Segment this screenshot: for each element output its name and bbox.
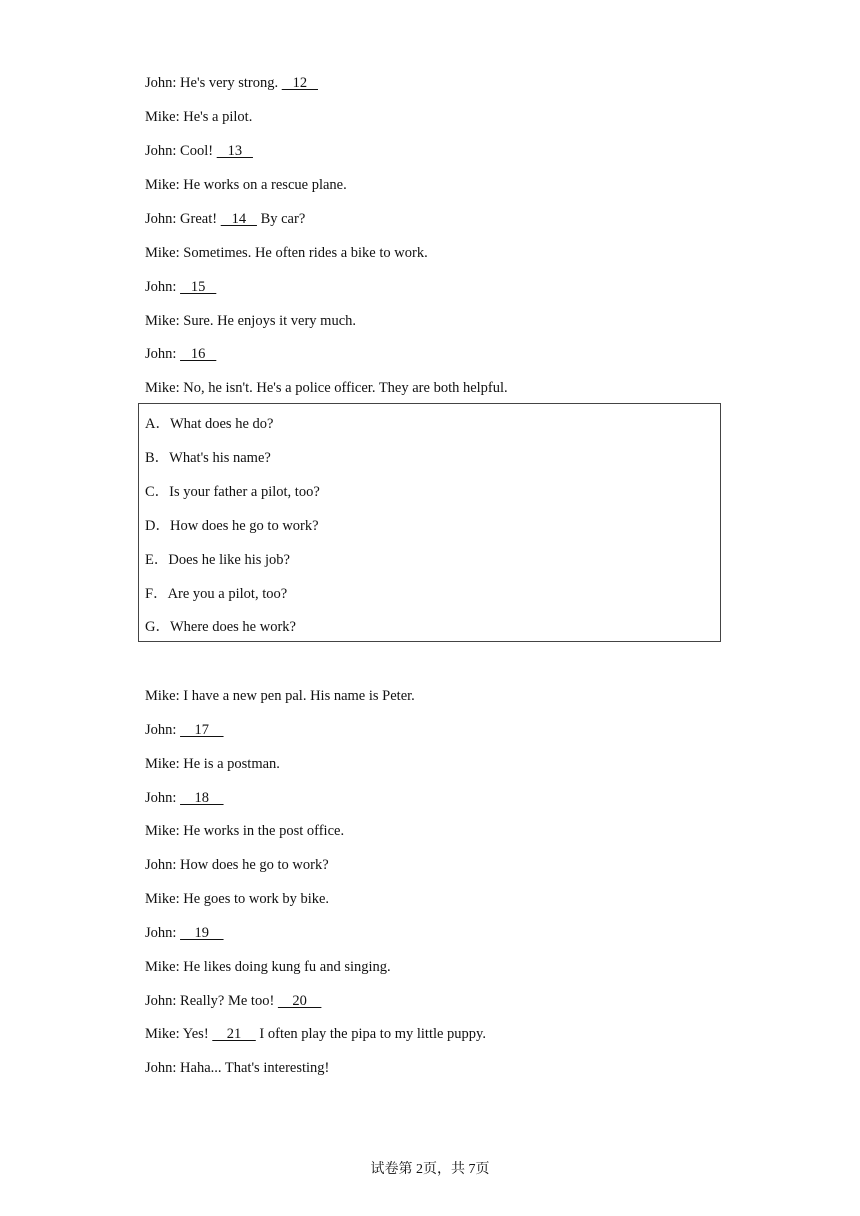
line-text: John: He's very strong. bbox=[145, 75, 282, 91]
line-text: I often play the pipa to my little puppy. bbox=[255, 1026, 486, 1042]
dialogue-line bbox=[145, 789, 224, 807]
dialogue-line: Mike: He works in the post office. bbox=[145, 823, 345, 839]
dialogue-line bbox=[145, 278, 216, 296]
line-text: By car? bbox=[256, 211, 306, 227]
answer-blank: 14 bbox=[220, 211, 257, 227]
options-box bbox=[138, 403, 721, 642]
dialogue-line: Mike: He is a postman. bbox=[145, 756, 280, 772]
dialogue-line: Mike: I have a new pen pal. His name is Peter. bbox=[145, 688, 415, 704]
dialogue-line: Mike: Sure. He enjoys it very much. bbox=[145, 313, 357, 329]
option-c: C．Is your father a pilot, too? bbox=[145, 484, 320, 500]
answer-blank: 15 bbox=[180, 279, 217, 295]
dialogue-line: Mike: He works on a rescue plane. bbox=[145, 177, 347, 193]
dialogue-line bbox=[145, 345, 216, 363]
option-g: G．Where does he work? bbox=[145, 619, 296, 635]
line-text: John: bbox=[145, 790, 181, 806]
dialogue-line: John: Haha... That's interesting! bbox=[145, 1060, 330, 1076]
line-text: John: bbox=[145, 925, 181, 941]
dialogue-line bbox=[145, 142, 253, 160]
option-f: F．Are you a pilot, too? bbox=[145, 586, 288, 602]
line-text: Mike: Yes! bbox=[145, 1026, 213, 1042]
option-b: B．What's his name? bbox=[145, 450, 271, 466]
answer-blank: 19 bbox=[180, 925, 224, 941]
answer-blank: 18 bbox=[180, 790, 224, 806]
line-text: John: Cool! bbox=[145, 143, 217, 159]
dialogue-line bbox=[145, 721, 224, 739]
line-text: John: Really? Me too! bbox=[145, 993, 278, 1009]
dialogue-line: Mike: He's a pilot. bbox=[145, 109, 253, 125]
dialogue-line: Mike: He goes to work by bike. bbox=[145, 891, 330, 907]
dialogue-line bbox=[145, 1025, 486, 1043]
answer-blank: 21 bbox=[212, 1026, 256, 1042]
page-footer: 试卷第 2页，共 7页 bbox=[370, 1162, 490, 1177]
dialogue-line: Mike: He likes doing kung fu and singing. bbox=[145, 959, 391, 975]
answer-blank: 16 bbox=[180, 346, 217, 362]
option-d: D．How does he go to work? bbox=[145, 518, 319, 534]
dialogue-line bbox=[145, 992, 321, 1010]
line-text: John: bbox=[145, 722, 181, 738]
answer-blank: 12 bbox=[281, 75, 318, 91]
line-text: John: Great! bbox=[145, 211, 221, 227]
dialogue-line: John: How does he go to work? bbox=[145, 857, 329, 873]
line-text: John: bbox=[145, 279, 181, 295]
line-text: John: bbox=[145, 346, 181, 362]
dialogue-line bbox=[145, 210, 305, 228]
dialogue-line bbox=[145, 74, 318, 92]
answer-blank: 20 bbox=[277, 993, 322, 1009]
option-a: A．What does he do? bbox=[145, 416, 274, 432]
dialogue-line bbox=[145, 924, 224, 942]
dialogue-line: Mike: No, he isn't. He's a police officer. They are both helpful. bbox=[145, 380, 508, 396]
answer-blank: 17 bbox=[180, 722, 224, 738]
answer-blank: 13 bbox=[216, 143, 253, 159]
option-e: E．Does he like his job? bbox=[145, 552, 290, 568]
dialogue-line: Mike: Sometimes. He often rides a bike to work. bbox=[145, 245, 428, 261]
